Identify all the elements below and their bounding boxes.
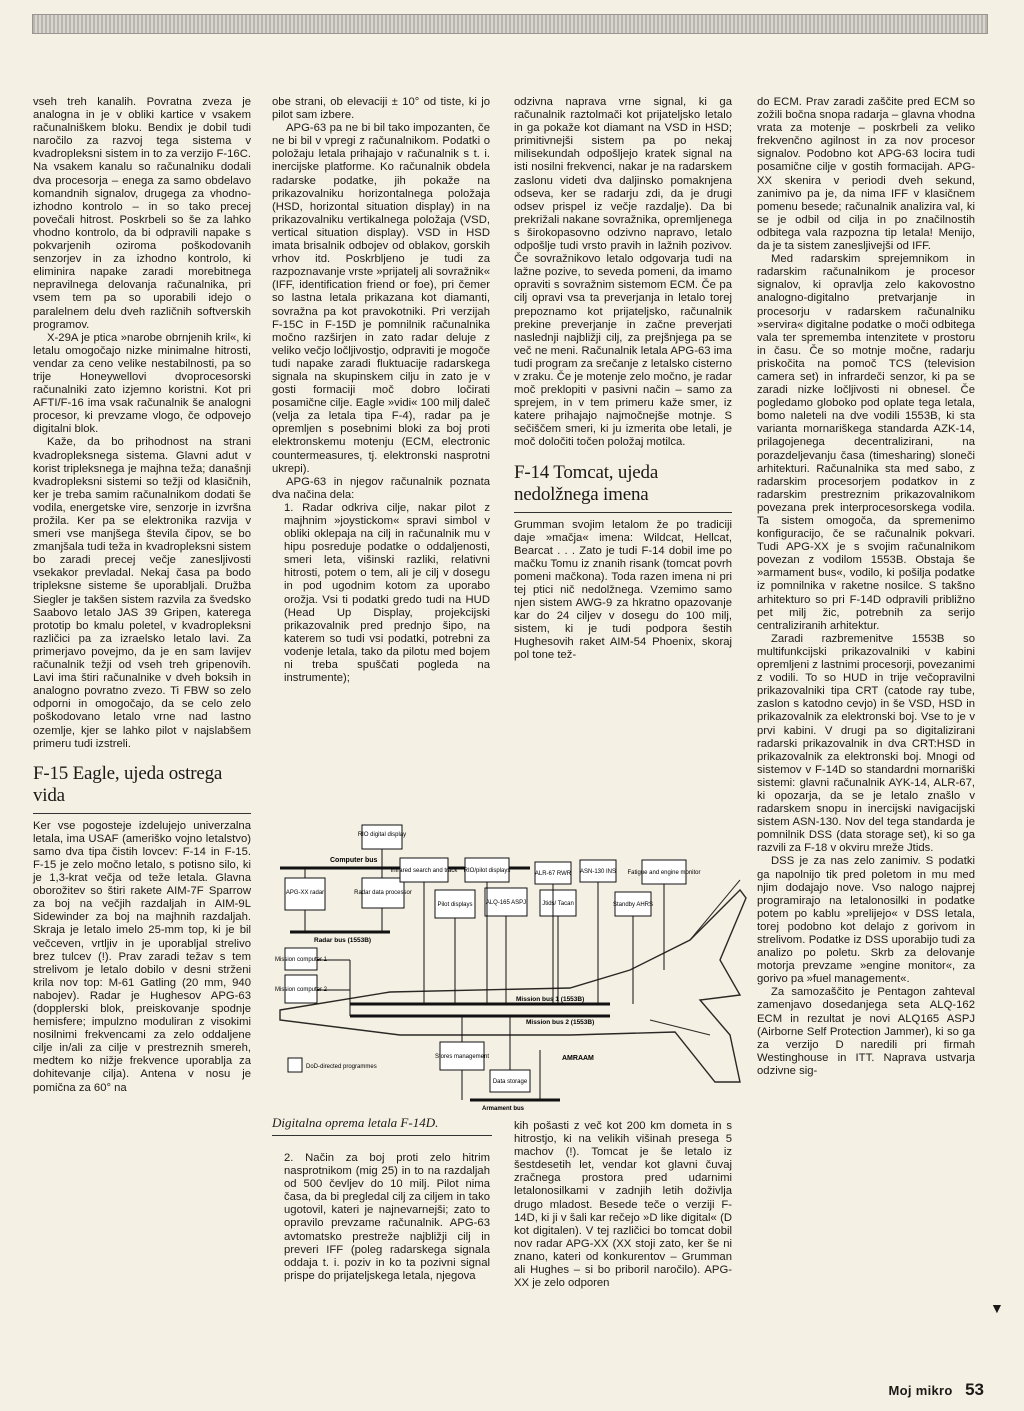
infrared-label: Infrared search and track	[390, 868, 458, 874]
rio-display-label: RIO digital display	[357, 832, 407, 838]
paragraph: do ECM. Prav zaradi zaščite pred ECM so zožili bočna snopa radarja – glavna vhodna vrata za motenje – poskrbeli za veliko frekvenčno agilnost in za nov procesor signalov. Podobno kot APG-63 locira tudi posamične cilje v gostih formacijah. APG-XX skenira v periodi dveh sekund, zanimivo pa je, da nima IFF v klasičnem pomenu besede; računalnik analizira val, ki se je odbil od cilja in po značilnostih odbitega vala razpozna tip letala! Menijo, da je ta sistem zanesljivejši od IFF.	[757, 96, 975, 253]
magazine-name: Moj mikro	[888, 1383, 953, 1398]
armament-bus-label: Armament bus	[482, 1106, 525, 1112]
paragraph: Kaže, da bo prihodnost na strani kvadropleksnega sistema. Glavni adut v korist tripleksnega je majhna teža; današnji kvadropleksni sistemi so težji od klasičnih, ker je treba samim računalnikom dodati še vodila, energetske vire, senzorje in izvršna prožila. Ker pa se elektronika razvija v smeri vse manjšega števila čipov, se bo zmanjšala tudi teža in kvadropleksni sistem bo zaradi precej večje zanesljivosti vsekakor prevladal. Nekaj časa pa bodo tripleksne sisteme še uporabljali. Družba Siegler je takšen sistem razvila za švedsko Saabovo letalo JAS 39 Gripen, katerega prototip bo kmalu poletel, v kvadropleksni različici pa za izraelsko letalo lavi. Za primerjavo povejmo, da je en sam lavijev računalnik težji od vseh treh gripenovih. Lavi ima štiri računalnike v dveh boksih in analogno povratno zvezo. Ti FBW so zelo odporni in omogočajo, da se celo zelo poškodovano letalo vrne nad lastno ozemlje, kjer se lahko pilot v najslabšem primeru tudi izstreli.	[33, 436, 251, 750]
dod-programmes-label: DoD-directed programmes	[306, 1064, 377, 1070]
pilot-displays-label: Pilot displays	[437, 902, 473, 908]
column-4	[757, 96, 975, 1078]
standby-label: Standby AHRS	[612, 902, 654, 908]
radar-bus-label: Radar bus (1553B)	[314, 937, 372, 944]
column-3-continued	[514, 1120, 732, 1290]
paragraph: Grumman svojim letalom že po tradiciji daje »mačja« imena: Wildcat, Hellcat, Bearcat . . . Zato je tudi F-14 dobil ime po mačku Tomu iz znanih risank (tomcat povrh pomeni mačkona). Toda razen imena ni pri tej ptici nič nedolžnega. Vzemimo samo njen sistem AWG-9 za hkratno opazovanje kar do 24 ciljev v dosegu do 100 milj, sistem, ki je tudi podpora šestih Hughesovih raket AIM-54 Phoenix, skoraj pol tone tež-	[514, 518, 732, 662]
mission-bus-2-label: Mission bus 2 (1553B)	[526, 1019, 595, 1026]
column-3	[514, 96, 732, 663]
continue-arrow-icon: ▼	[990, 1300, 1004, 1316]
list-item: 1. Radar odkriva cilje, nakar pilot z majhnim »joystickom« spravi simbol v obliki oklepaja na cilj in računalnik mu v hipu posreduje podatke o oddaljenosti, smeri leta, višinski razliki, relativni hitrosti, potem o tem, ali je cilj v dosegu in pod ugodnim kotom za uporabo orožja. Vsi ti podatki gredo tudi na HUD (Head Up Display, projekcijski prikazovalnik pred prednjo šipo, na katerem so tudi vsi podatki, potrebni za vodenje letala, tako da pilotu med bojem ni treba spuščati pogleda na instrumente);	[284, 501, 490, 685]
alq165-label: ALQ-165 ASPJ	[485, 900, 527, 906]
diagram-caption: Digitalna oprema letala F-14D.	[272, 1115, 492, 1136]
asn130-label: ASN-130 INS	[579, 869, 617, 875]
radar-data-processor-label: Radar data processor	[354, 890, 412, 896]
column-2-continued	[272, 1152, 490, 1283]
paragraph: X-29A je ptica »narobe obrnjenih kril«, ki letalu omogočajo nizke minimalne hitrosti, vendar za ceno velike nestabilnosti, pa so trije Honeywellovi dvoprocesorski računalniki zato izjemno koristni. Kot pri AFTI/F-16 ima vsak računalnik še analogni procesor, ki prevzame vlogo, če odpovejo digitalni blok.	[33, 331, 251, 436]
amraam-label: AMRAAM	[562, 1055, 594, 1062]
page-header-bar	[32, 14, 988, 34]
page-number: 53	[965, 1380, 984, 1399]
paragraph: DSS je za nas zelo zanimiv. S podatki ga napolnijo tik pred poletom in mu med njim dodajajo nove. Vso nalogo najprej programirajo na letalonosilki in podatke potem po kablu »prelijejo« v DSS letala, torej podobno kot delajo z gorivom in strelivom. Podatke iz DSS uporabijo tudi za analizo po poletu. Skrb za delovanje motorja prevzame »engine monitor«, za gorivo pa »fuel management«.	[757, 855, 975, 986]
fatigue-label: Fatigue and engine monitor	[627, 870, 701, 876]
rio-pilot-displays-label: RIO/pilot displays	[463, 868, 511, 874]
mission-computer-1-label: Mission computer 1	[274, 957, 328, 963]
paragraph: Zaradi razbremenitve 1553B so multifunkcijski prikazovalniki v kabini opremljeni z lastnimi procesorji, povezanimi z vodili. To so HUD in trije večopravilni prikazovalniki tipa CRT (catode ray tube, zaslon s katodno cevjo) in še VSD, HSD in prikazovalnik za elektronski boj. Vse to je v prvi kabini. V drugi pa so digitalizirani radarski prikazovalnik in dva CRT:HSD in prikazovalnik za elektronski boj. Mnogi od sistemov v F-14D so standardni mornariški sistemi: glavni računalnik AYK-14, ALR-67, ki opozarja, da se je letalo znašlo v radarskem snopu in inercijski navigacijski sistem ASN-130. Nov del tega standarda je pomnilnik DSS (data storage set), ki so ga razvili za F-18 v okviru mreže Jtids.	[757, 632, 975, 855]
computer-bus-label: Computer bus	[330, 857, 378, 864]
column-1	[33, 96, 251, 1095]
section-heading-f15: F-15 Eagle, ujeda ostrega vida	[33, 763, 251, 814]
paragraph: kih pošasti z več kot 200 km dometa in s hitrostjo, ki na velikih višinah presega 5 machov (!). Tomcat je še letalo iz šestdesetih let, vendar kot glavni čuvaj zračnega prostora pred udarnimi letalonosilkami v zadnjih letih doživlja drugo mladost. Besede teče o verziji F-14D, ki ji v šali kar rečejo »D like digital« (D kot digitalen). V tej različici bo tomcat dobil nov radar APG-XX (XX stoji zato, ker še ni znano, kateri od konkurentov – Grumman ali Hughes – si bo priboril naročilo). APG-XX je zelo odporen	[514, 1120, 732, 1290]
list-item: 2. Način za boj proti zelo hitrim nasprotnikom (mig 25) in to na razdaljah od 500 čevljev do 10 milj. Pilot nima časa, da bi pregledal cilj za ciljem in tako ugotovil, kateri je najnevarnejši; zato to opravilo prevzame računalnik. APG-63 avtomatsko prestreže najbližji cilj in preveri IFF (poleg radarskega signala oddaja t. i. poziv in ko ta pozivni signal prispe do prijateljskega letala, njegova	[284, 1152, 490, 1282]
data-storage-label: Data storage	[492, 1079, 528, 1085]
paragraph: APG-63 pa ne bi bil tako impozanten, če ne bi bil v vpregi z računalnikom. Podatki o položaju letala prihajajo v računalnik s t. i. inercijske platforme. Ko računalnik obdela radarske podatke, jih pokaže na prikazovalniku horizontalnega položaja (HSD, horizontal situation display) in na prikazovalniku vertikalnega položaja (VSD, vertical situation display). VSD in HSD imata brisalnik odbojev od oblakov, gorskih vrhov itd. Poskrbljeno je tudi za razpoznavanje vrste »prijatelj ali sovražnik« (IFF, identification friend or foe), pri čemer so lastna letala prikazana kot diamanti, sovražna pa kot pravokotniki. Pri verzijah F-15C in F-15D je pomnilnik računalnika močno razširjen in zato radar deluje z veliko večjo ločljivostjo, odpraviti je mogoče tudi napake zaradi fluktuacije radarskega signala na skupinskem cilju in zato je v gosti formaciji moč dobro ločirati posamične cilje. Eagle »vidi« 100 milj daleč (velja za letala tipa F-4), radar pa je opremljen s posebnimi bloki za boj proti elektronskemu motenju (ECM, electronic countermeasures, tj. elektronski nasprotni ukrepi).	[272, 122, 490, 475]
paragraph: Za samozaščito je Pentagon zahteval zamenjavo dosedanjega seta ALQ-162 ECM in rezultat je novi ALQ165 ASPJ (Airborne Self Protection Jammer), ki so ga za verzijo D naredili pri firmah Westinghouse in ITT. Naprava ustvarja odzivne sig-	[757, 986, 975, 1077]
mission-bus-1-label: Mission bus 1 (1553B)	[516, 996, 585, 1003]
mission-computer-2-label: Mission computer 2	[274, 987, 328, 993]
paragraph: vseh treh kanalih. Povratna zveza je analogna in je v obliki kartice v vsakem računalniškem bloku. Bendix je dobil tudi naročilo za razvoj tega sistema v kvadropleksni sistem in to za verzijo F-16C. Na vsakem kanalu so računalniku dodali dva procesorja – enega za samo obdelavo komandnih signalov, drugega za vhodno-izhodno kontrolo – in so tako precej povečali hitrost. Poskrbeli so še za lahko vhodno kontrolo, da bi odpravili napake s pokvarjenih oziroma poškodovanih senzorjev in za izhodno kontrolo, ki eliminira napake zaradi morebitnega nepravilnega delovanja računalnika, pri vsem tem pa so uporabili idejo o paralelnem delu dveh različnih softverskih programov.	[33, 96, 251, 331]
paragraph: Ker vse pogosteje izdelujejo univerzalna letala, ima USAF (ameriško vojno letalstvo) samo dva tipa čistih lovcev: F-14 in F-15. F-15 je zelo močno letalo, s potisno silo, ki je 1,3-krat večja od teže letala. Glavna oborožitev so štiri rakete AIM-7F Sparrow za boj na večjih razdaljah in AIM-9L Sidewinder za boj na majhnih razdaljah. Skraja je letalo imelo 25-mm top, ki je bil večceven, vrtljiv in je uporabljal strelivo brez tulcev (!). Prav zaradi težav s tem strelivom je letalo dobilo v desni strženi krila nov top: M-61 Gatling (20 mm, 940 nabojev). Radar je Hughesov APG-63 (dopplerski blok, preiskovanje spodnje hemisfere; impulzno moduliran z visokimi nosilnimi frekvencami za zelo oddaljene cilje in/ali za cilje v prestreznih smereh, medtem ko nižje frekvence uporablja za dohitevanje cilja). Antena v nosu je pomična za 60° na	[33, 819, 251, 1094]
apgxx-radar-label: APG-XX radar	[285, 890, 325, 896]
paragraph: odzivna naprava vrne signal, ki ga računalnik raztolmači kot prijateljsko letalo in ga pokaže kot diamant na VSD in HSD; primitivnejši sistem pa po nekaj milisekundah odpošljejo kratek signal na isti nosilni frekvenci, nakar je na radarskem zaslonu videti dva daljinsko pomaknjena odseva, ker se radarju zdi, da je drugi odsev prispel iz večje razdalje). Da bi prekrižali nakane sovražnika, opremljenega s širokopasovno odzivno napravo, letalo odpošlje tudi vrsto pravih in lažnih pozivov. Če sovražnikovo letalo odgovarja tudi na lažne pozive, to seveda pomeni, da imamo opraviti s sovražnim sistemom ECM. Če pa cilj opravi vsa ta preverjanja in letalo torej prepoznamo kot prijateljsko, računalnik prekine preverjanje in začne preverjati naslednji najbližji cilj, za prejšnjega pa se več ne meni. Računalnik letala APG-63 ima tudi program za srečanje z letalsko cisterno v zraku. Če je motenje zelo močno, je radar moč preklopiti v pasivni način – samo za sprejem, in v tem primeru kaže smer, iz katere prihajajo najmočnejše motnje. S sečiščem smeri, ki ju izmerita obe letali, je moč določiti točen položaj motilca.	[514, 96, 732, 449]
section-heading-f14: F-14 Tomcat, ujeda nedolžnega imena	[514, 462, 732, 513]
f14d-avionics-diagram	[270, 820, 752, 1112]
paragraph: APG-63 in njegov računalnik poznata dva načina dela:	[272, 475, 490, 501]
jtids-label: Jtids/ Tacan	[542, 901, 574, 907]
page-footer	[889, 1380, 984, 1400]
alr67-label: ALR-67 RWR	[534, 871, 572, 877]
paragraph: Med radarskim sprejemnikom in radarskim računalnikom je procesor signalov, ki opravlja zelo kakovostno analogno-digitalno pretvarjanje in procesorju v radarskem računalniku »servira« digitalne podatke o moči odbitega vala ter sprememba intenzitete v prostoru in času. Če so motnje močne, radarju priskočita na pomoč TCS (television camera set) in infrardeči senzor, ki pa se zaradi nizke ločljivosti ni obnesel. Če pogledamo globoko pod oplate tega letala, bomo naleteli na dve vodili 1553B, ki sta varianta mornariškega standarda AZK-14, prilagojenega decentralizirani, na porazdeljevanju časa (timesharing) sloneči arhitekturi. Računalnika sta med sabo, z radarskim procesorjem podatkov in z radarskim prestreznim prikazovalnikom povezana prek interprocesorskega vodila. Ta sistem omogoča, da spremenimo konfiguracijo, če se računalnik pokvari. Tudi APG-XX je s svojim računalnikom povezan z vodilom 1553B. Obstaja še »armament bus«, vodilo, ki pošilja podatke iz pomnilnika v raketne nosilce. S takšno arhitekturo so pri F-14D odpravili približno pet milj žic, potrebnih za serijo centraliziranih arhitektur.	[757, 253, 975, 632]
column-2	[272, 96, 490, 685]
paragraph: obe strani, ob elevaciji ± 10° od tiste, ki jo pilot sam izbere.	[272, 96, 490, 122]
stores-management-label: Stores management	[434, 1054, 490, 1060]
